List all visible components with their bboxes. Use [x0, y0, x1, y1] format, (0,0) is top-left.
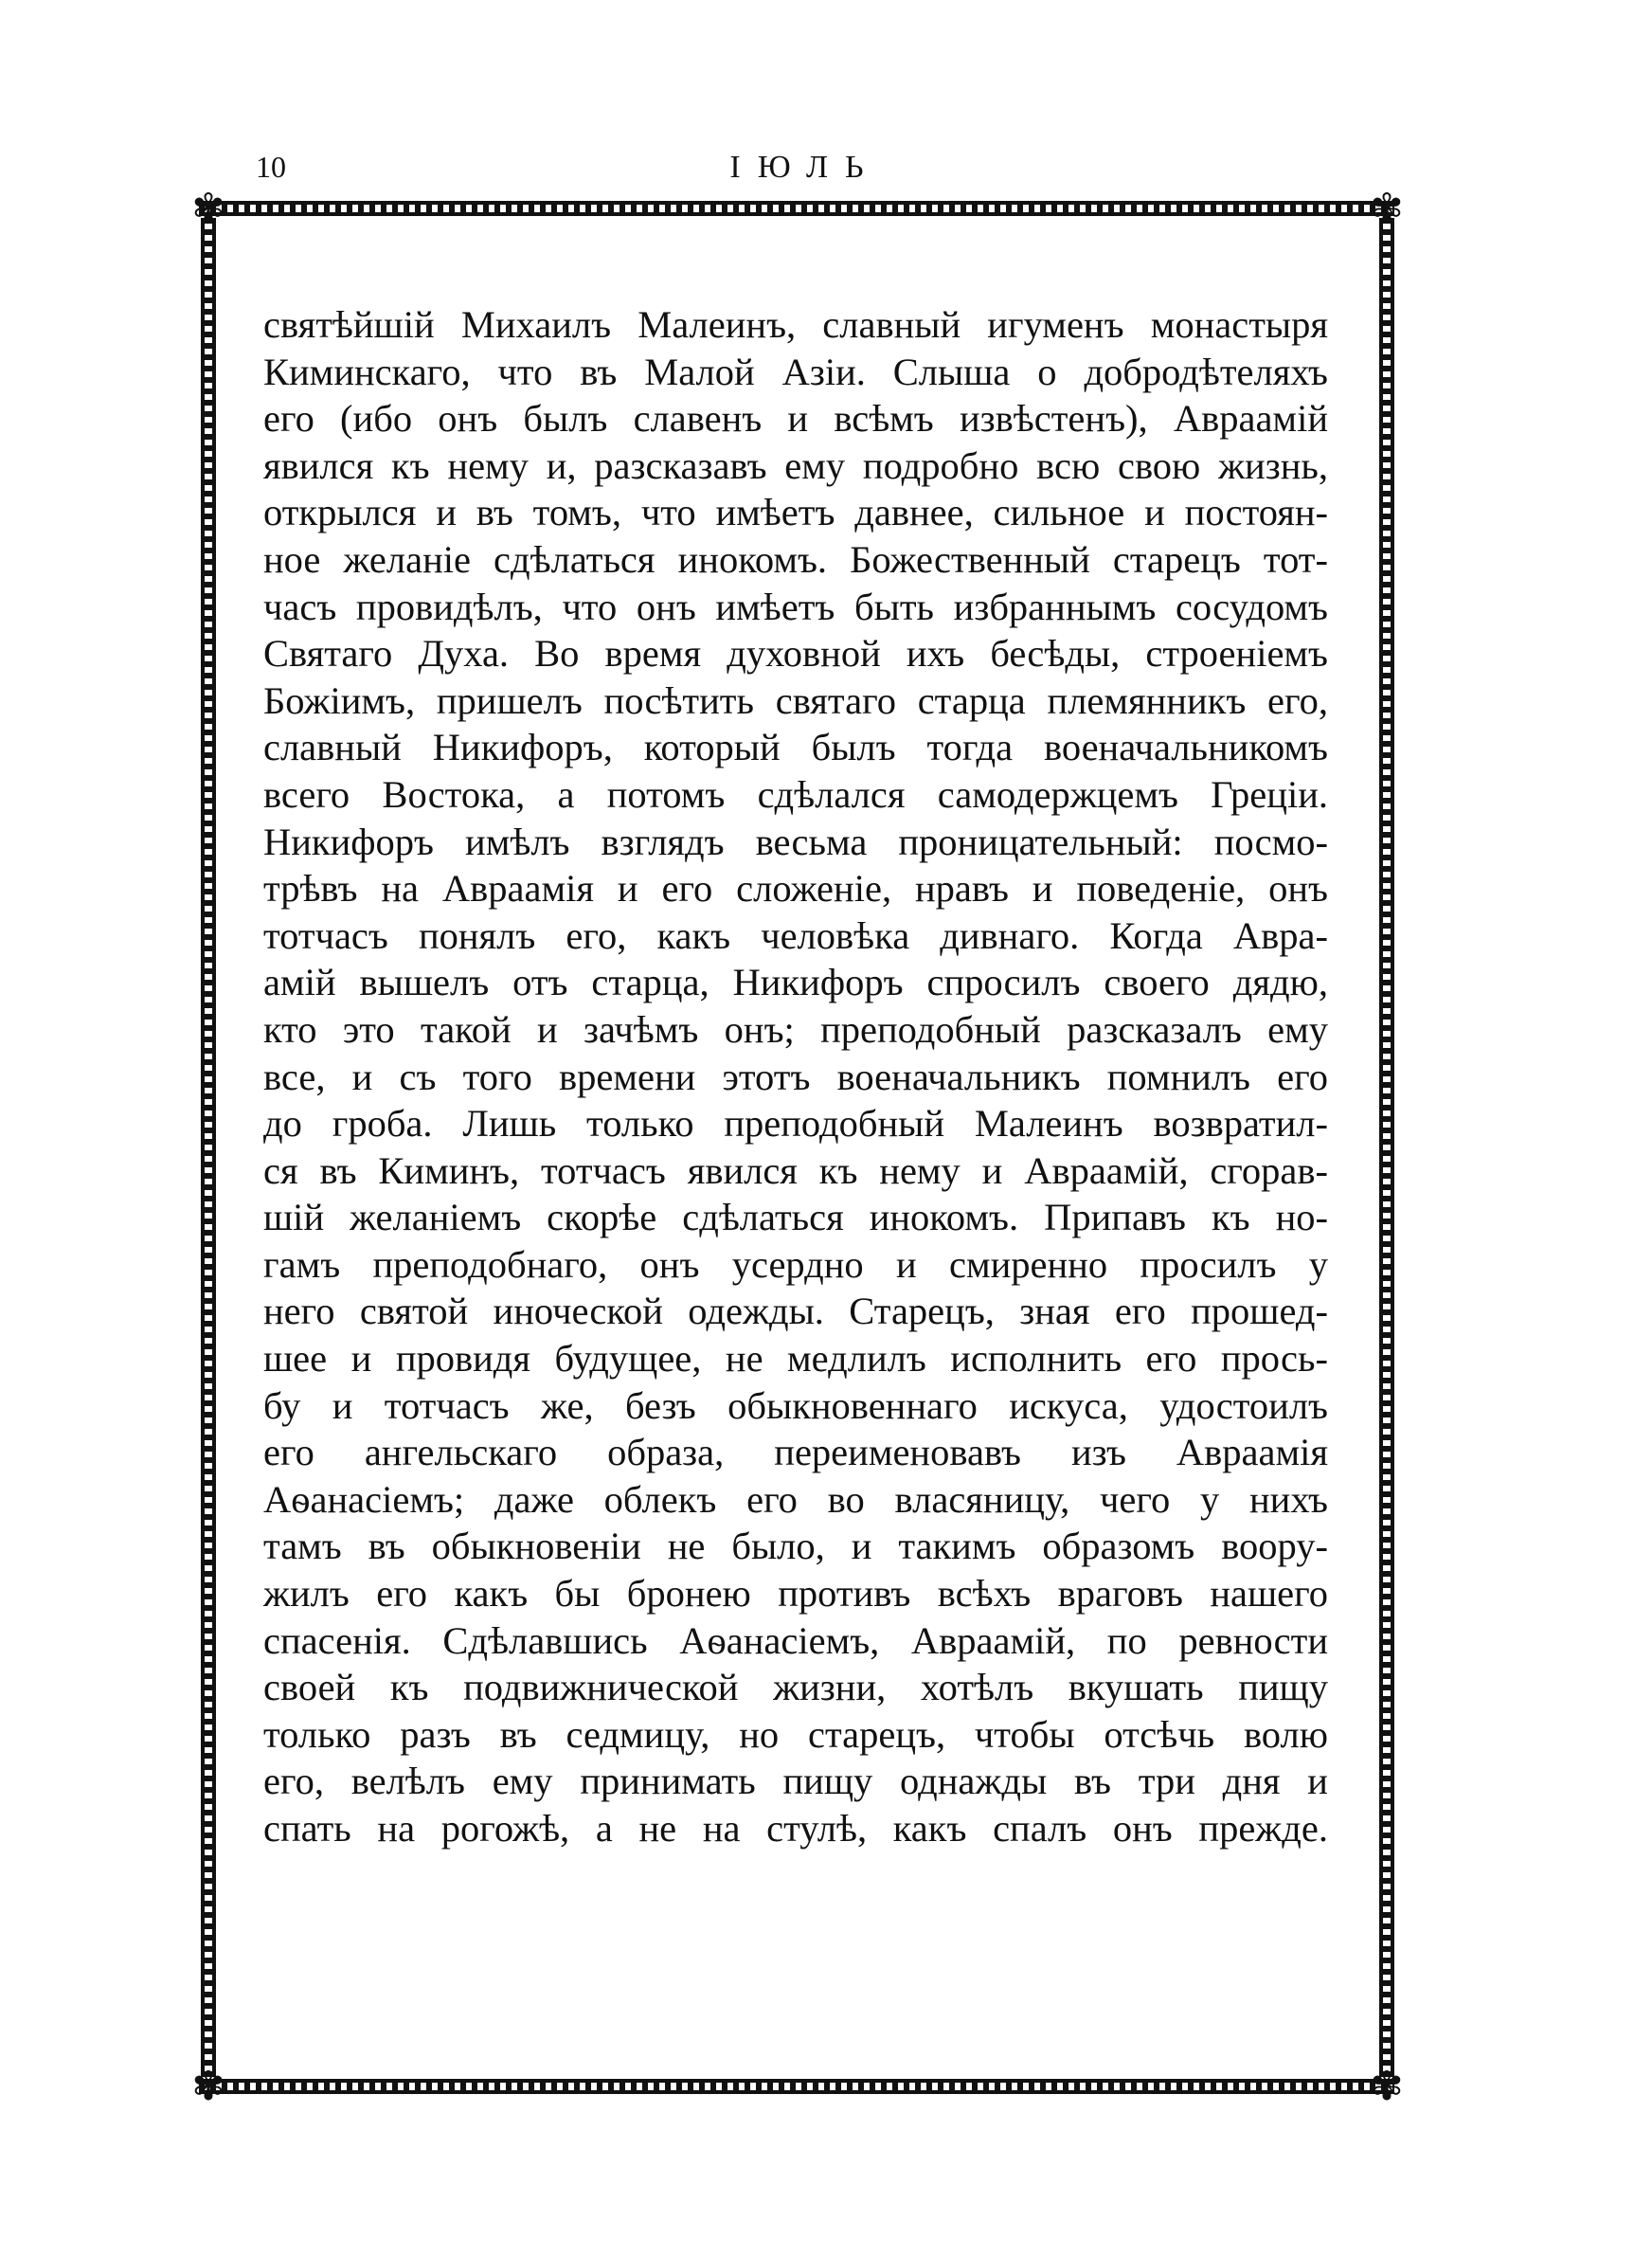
text-line: явился къ нему и, разсказавъ ему подробно всю свою жизнь, [263, 443, 1328, 487]
text-line: амій вышелъ отъ старца, Никифоръ спросилъ своего дядю, [263, 961, 1328, 1004]
corner-ornament-icon: ✾ [191, 185, 225, 231]
text-line: до гроба. Лишь только преподобный Малеинъ возвратил- [263, 1102, 1328, 1146]
text-line: шій желаніемъ скорѣе сдѣлаться инокомъ. Припавъ къ но- [263, 1196, 1328, 1239]
text-line: его ангельскаго образа, переименовавъ изъ Авраамія [263, 1431, 1328, 1474]
text-line: шее и провидя будущее, не медлилъ исполнить его прось- [263, 1337, 1328, 1381]
text-line: открылся и въ томъ, что имѣетъ давнее, сильное и постоян- [263, 491, 1328, 534]
text-line: гамъ преподобнаго, онъ усердно и смиренно просилъ у [263, 1242, 1328, 1286]
text-line: тотчасъ понялъ его, какъ человѣка дивнаго. Когда Авра- [263, 913, 1328, 957]
body-text [263, 301, 1328, 1852]
corner-ornament-icon: ✾ [1370, 185, 1404, 231]
text-line: трѣвъ на Авраамія и его сложеніе, нравъ и поведеніе, онъ [263, 867, 1328, 911]
ornamental-border-top [199, 201, 1394, 216]
text-line: него святой иноческой одежды. Старецъ, зная его прошед- [263, 1290, 1328, 1333]
corner-ornament-icon: ✾ [1370, 2063, 1404, 2109]
ornamental-border-bottom [199, 2079, 1394, 2094]
text-line: его (ибо онъ былъ славенъ и всѣмъ извѣстенъ), Авраамій [263, 397, 1328, 441]
text-line: Аѳанасіемъ; даже облекъ его во власяницу, чего у нихъ [263, 1477, 1328, 1521]
text-line: все, и съ того времени этотъ военачальникъ помнилъ его [263, 1055, 1328, 1098]
page-number: 10 [256, 150, 286, 184]
text-line: часъ провидѣлъ, что онъ имѣетъ быть избраннымъ сосудомъ [263, 585, 1328, 628]
running-title: ІЮЛЬ [729, 150, 881, 185]
text-line: тамъ въ обыкновеніи не было, и такимъ образомъ воору- [263, 1525, 1328, 1568]
text-line: жилъ его какъ бы бронею противъ всѣхъ враговъ нашего [263, 1572, 1328, 1616]
text-line: Никифоръ имѣлъ взглядъ весьма проницательный: посмо- [263, 820, 1328, 863]
text-line: Божіимъ, пришелъ посѣтить святаго старца племянникъ его, [263, 678, 1328, 722]
ornamental-border-left [201, 218, 216, 2077]
corner-ornament-icon: ✾ [191, 2063, 225, 2109]
text-line: его, велѣлъ ему принимать пищу однажды въ три дня и [263, 1760, 1328, 1803]
text-line: ное желаніе сдѣлаться инокомъ. Божественный старецъ тот- [263, 537, 1328, 581]
text-line: Киминскаго, что въ Малой Азіи. Слыша о добродѣтеляхъ [263, 350, 1328, 393]
text-line: только разъ въ седмицу, но старецъ, чтобы отсѣчь волю [263, 1712, 1328, 1756]
ornamental-border-right [1379, 218, 1394, 2077]
text-line: бу и тотчасъ же, безъ обыкновеннаго искуса, удостоилъ [263, 1383, 1328, 1427]
text-line: святѣйшій Михаилъ Малеинъ, славный игуменъ монастыря [263, 303, 1328, 346]
text-line: кто это такой и зачѣмъ онъ; преподобный разсказалъ ему [263, 1007, 1328, 1051]
text-line: спать на рогожѣ, а не на стулѣ, какъ спалъ онъ прежде. [263, 1807, 1328, 1850]
text-line: всего Востока, а потомъ сдѣлался самодержцемъ Греціи. [263, 772, 1328, 816]
text-line: ся въ Киминъ, тотчасъ явился къ нему и Авраамій, сгорав- [263, 1148, 1328, 1192]
text-line: Святаго Духа. Во время духовной ихъ бесѣды, строеніемъ [263, 632, 1328, 676]
text-line: своей къ подвижнической жизни, хотѣлъ вкушать пищу [263, 1666, 1328, 1709]
text-line: спасенія. Сдѣлавшись Аѳанасіемъ, Авраамій, по ревности [263, 1618, 1328, 1662]
text-line: славный Никифоръ, который былъ тогда военачальникомъ [263, 726, 1328, 769]
